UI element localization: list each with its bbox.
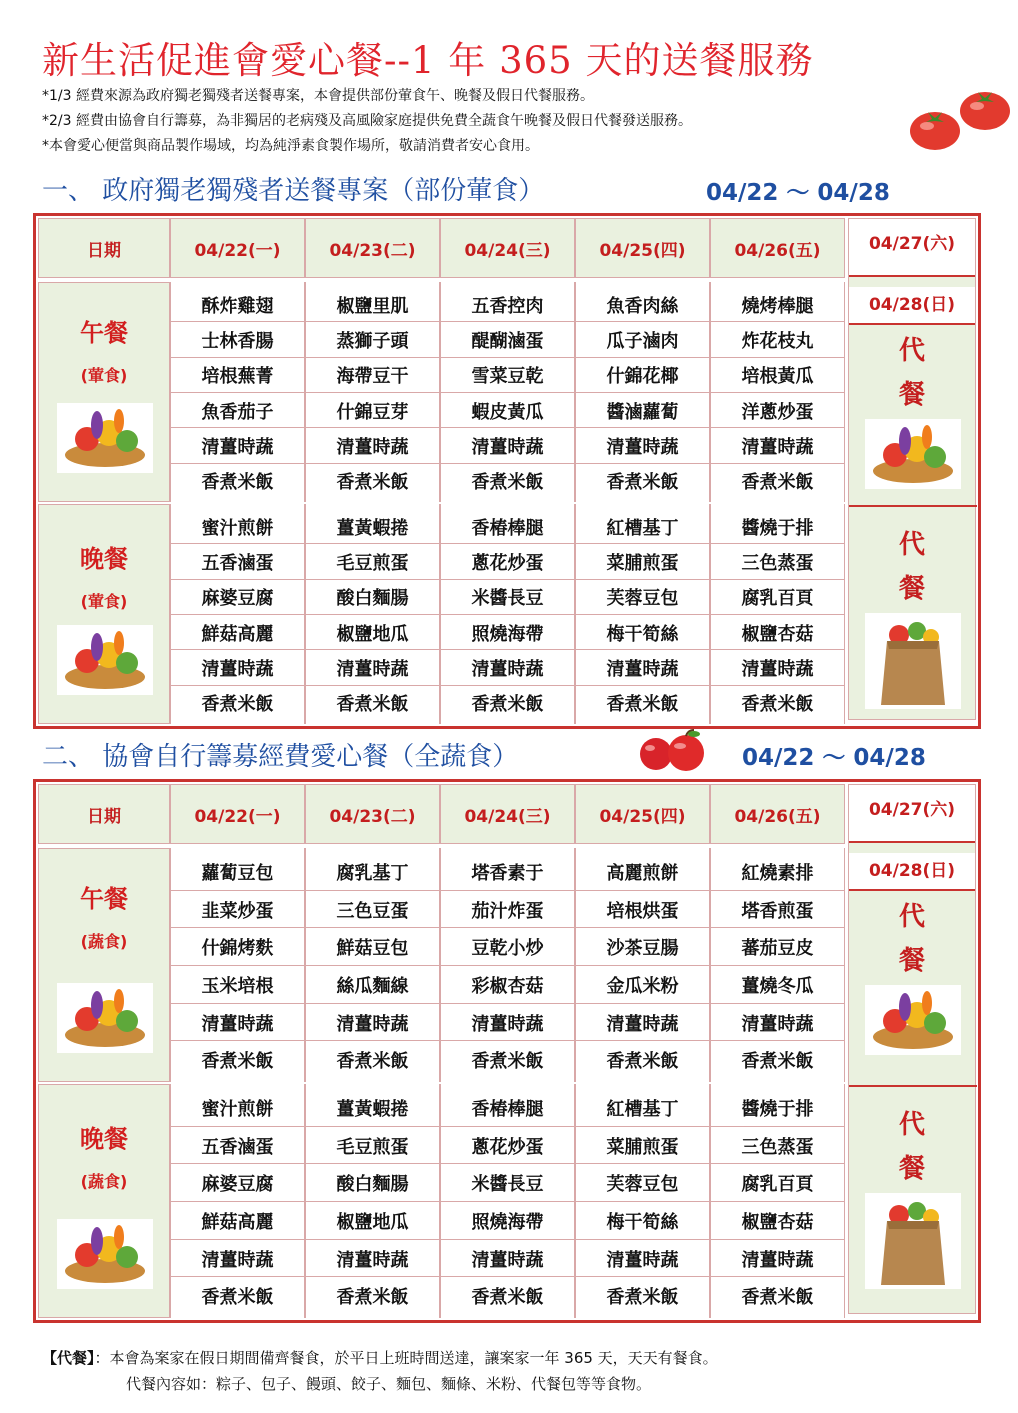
- substitute-label-char: 代: [898, 902, 925, 932]
- menu-dish: 清薑時蔬: [201, 659, 274, 680]
- menu-dish: 香煮米飯: [606, 1287, 679, 1309]
- row-divider: [170, 357, 845, 358]
- menu-dish: 毛豆煎蛋: [336, 553, 409, 574]
- row-divider: [170, 1163, 845, 1164]
- dinner-label-cell: [38, 504, 170, 724]
- menu-dish: 清薑時蔬: [741, 1249, 814, 1271]
- menu-dish: 薑黃蝦捲: [336, 517, 409, 539]
- row-divider: [170, 392, 845, 393]
- menu-dish: 腐乳基丁: [336, 862, 409, 884]
- row-divider: [170, 614, 845, 615]
- menu-dish: 醍醐滷蛋: [471, 331, 544, 352]
- weekend-sun-header: 04/28(日): [849, 287, 975, 325]
- page-title: 新生活促進會愛心餐--1 年 365 天的送餐服務: [42, 39, 814, 82]
- menu-dish: 韭菜炒蛋: [201, 900, 274, 922]
- menu-dish: 金瓜米粉: [606, 975, 679, 997]
- menu-dish: 腐乳百頁: [741, 588, 814, 610]
- note-line: *本會愛心便當與商品製作場域，均為純淨素食製作場所，敬請消費者安心食用。: [42, 138, 539, 154]
- menu-dish: 香椿棒腿: [471, 517, 544, 539]
- section1-title: 一、 政府獨老獨殘者送餐專案（部份葷食）: [42, 176, 545, 206]
- row-divider: [170, 1126, 845, 1127]
- substitute-label-char: 代: [898, 530, 925, 560]
- menu-dish: 蝦皮黃瓜: [471, 401, 544, 423]
- menu-dish: 清薑時蔬: [471, 1249, 544, 1271]
- weekend-sat-header: 04/27(六): [849, 785, 975, 843]
- menu-dish: 香煮米飯: [741, 1287, 814, 1309]
- weekend-divider: [849, 1085, 977, 1087]
- menu-dish: 梅干筍絲: [606, 623, 679, 645]
- section2-heading: [42, 736, 518, 773]
- menu-dish: 五香控肉: [471, 295, 544, 317]
- menu-dish: 香煮米飯: [606, 1051, 679, 1073]
- menu-dish: 三色豆蛋: [336, 900, 409, 922]
- lunch-sub-label: (葷食): [80, 366, 128, 385]
- menu-dish: 香煮米飯: [336, 1051, 409, 1073]
- row-divider: [170, 1276, 845, 1277]
- menu-dish: 沙茶豆腸: [606, 938, 679, 960]
- menu-dish: 蔥花炒蛋: [471, 1136, 544, 1158]
- substitute-label-char: 餐: [898, 574, 925, 604]
- menu-dish: 椒鹽地瓜: [336, 1211, 409, 1233]
- weekend-divider: [849, 505, 977, 507]
- menu-dish: 清薑時蔬: [471, 659, 544, 680]
- menu-dish: 燒烤棒腿: [741, 295, 814, 317]
- day-header: 04/25(四): [575, 784, 710, 844]
- menu-dish: 清薑時蔬: [336, 1249, 409, 1271]
- dinner-label: 晚餐: [80, 1125, 128, 1153]
- menu-dish: 魚香肉絲: [606, 295, 679, 317]
- menu-dish: 清薑時蔬: [201, 1013, 274, 1035]
- footer-note: [42, 1345, 718, 1397]
- menu-dish: 清薑時蔬: [606, 1013, 679, 1035]
- menu-dish: 蜜汁煎餅: [201, 517, 274, 539]
- menu-dish: 香椿棒腿: [471, 1098, 544, 1120]
- section2-dates: 04/22 ～ 04/28: [742, 745, 926, 771]
- menu-dish: 米醬長豆: [471, 1174, 544, 1196]
- notes: [42, 84, 692, 159]
- menu-dish: 蕃茄豆皮: [741, 938, 814, 960]
- menu-dish: 毛豆煎蛋: [336, 1136, 409, 1158]
- menu-dish: 士林香腸: [201, 331, 274, 352]
- menu-dish: 香煮米飯: [201, 694, 274, 716]
- day-header: 04/22(一): [170, 218, 305, 278]
- menu-dish: 梅干筍絲: [606, 1211, 679, 1233]
- grocery-bag-image: [865, 613, 961, 709]
- menu-dish: 清薑時蔬: [336, 1013, 409, 1035]
- menu-dish: 五香滷蛋: [201, 1136, 274, 1158]
- footer-label: 【代餐】: [42, 1349, 95, 1367]
- menu-dish: 清薑時蔬: [741, 659, 814, 680]
- menu-dish: 雪菜豆乾: [471, 366, 544, 388]
- dinner-sub-label: (蔬食): [80, 1172, 128, 1191]
- menu-dish: 菜脯煎蛋: [606, 553, 679, 574]
- menu-dish: 酸白麵腸: [336, 588, 409, 610]
- menu-dish: 三色蒸蛋: [741, 553, 814, 574]
- menu-dish: 香煮米飯: [471, 694, 544, 716]
- menu-dish: 醬燒于排: [741, 1098, 814, 1120]
- menu-dish: 芙蓉豆包: [606, 1174, 679, 1196]
- menu-dish: 清薑時蔬: [471, 1013, 544, 1035]
- menu-dish: 紅燒素排: [741, 862, 814, 884]
- section1-heading: [42, 170, 544, 207]
- row-divider: [170, 965, 845, 966]
- menu-dish: 椒鹽杏菇: [741, 1211, 814, 1233]
- menu-dish: 香煮米飯: [741, 694, 814, 716]
- basket-vegetables-image: [865, 985, 961, 1055]
- menu-dish: 清薑時蔬: [741, 437, 814, 458]
- row-divider: [170, 321, 845, 322]
- menu-dish: 芙蓉豆包: [606, 588, 679, 610]
- menu-dish: 香煮米飯: [336, 472, 409, 494]
- substitute-label-char: 代: [898, 1110, 925, 1140]
- menu-dish: 香煮米飯: [471, 472, 544, 494]
- menu-dish: 鮮菇高麗: [201, 1211, 274, 1233]
- menu-dish: 鮮菇高麗: [201, 623, 274, 645]
- menu-dish: 什錦烤麩: [201, 938, 274, 960]
- substitute-label-char: 餐: [898, 380, 925, 410]
- menu-dish: 椒鹽杏菇: [741, 623, 814, 645]
- menu-dish: 椒鹽里肌: [336, 295, 409, 317]
- menu-dish: 酥炸雞翅: [201, 295, 274, 317]
- day-header: 04/23(二): [305, 784, 440, 844]
- weekend-sat-header: 04/27(六): [849, 219, 975, 277]
- menu-dish: 清薑時蔬: [606, 437, 679, 458]
- tomato-icon: [958, 84, 1012, 132]
- menu-dish: 米醬長豆: [471, 588, 544, 610]
- day-header: 04/26(五): [710, 218, 845, 278]
- lunch-label: 午餐: [80, 885, 128, 913]
- menu-dish: 清薑時蔬: [741, 1013, 814, 1035]
- menu-dish: 什錦花椰: [606, 366, 679, 388]
- substitute-label-char: 餐: [898, 946, 925, 976]
- menu-dish: 菜脯煎蛋: [606, 1136, 679, 1158]
- row-divider: [170, 1040, 845, 1041]
- menu-dish: 紅槽基丁: [606, 1098, 679, 1120]
- lunch-vegetables-image: [57, 403, 153, 473]
- dinner-vegetables-image: [57, 625, 153, 695]
- menu-dish: 腐乳百頁: [741, 1174, 814, 1196]
- menu-dish: 香煮米飯: [471, 1051, 544, 1073]
- substitute-label-char: 代: [898, 336, 925, 366]
- note-line: *1/3 經費來源為政府獨老獨殘者送餐專案，本會提供部份葷食午、晚餐及假日代餐服務。: [42, 88, 594, 104]
- substitute-label-char: 餐: [898, 1154, 925, 1184]
- menu-dish: 酸白麵腸: [336, 1174, 409, 1196]
- menu-dish: 高麗煎餅: [606, 862, 679, 884]
- menu-dish: 椒鹽地瓜: [336, 623, 409, 645]
- menu-dish: 麻婆豆腐: [201, 588, 274, 610]
- menu-dish: 培根烘蛋: [606, 900, 679, 922]
- menu-dish: 香煮米飯: [201, 1287, 274, 1309]
- menu-dish: 鮮菇豆包: [336, 938, 409, 960]
- menu-dish: 五香滷蛋: [201, 553, 274, 574]
- row-divider: [170, 579, 845, 580]
- menu-dish: 清薑時蔬: [201, 437, 274, 458]
- menu-dish: 清薑時蔬: [606, 1249, 679, 1271]
- menu-dish: 香煮米飯: [606, 694, 679, 716]
- menu-dish: 醬燒于排: [741, 517, 814, 539]
- row-divider: [170, 1003, 845, 1004]
- menu-dish: 清薑時蔬: [336, 659, 409, 680]
- menu-dish: 豆乾小炒: [471, 938, 544, 960]
- apple-icon: [636, 728, 710, 772]
- menu-dish: 蒸獅子頭: [336, 331, 409, 352]
- footer-line2: 代餐內容如：粽子、包子、饅頭、餃子、麵包、麵條、米粉、代餐包等等食物。: [126, 1375, 652, 1393]
- section1-menu-table: [33, 213, 981, 729]
- menu-dish: 絲瓜麵線: [336, 975, 409, 997]
- note-line: *2/3 經費由協會自行籌募，為非獨居的老病殘及高風險家庭提供免費全蔬食午晚餐及假日代餐發送服務。: [42, 113, 692, 129]
- menu-dish: 魚香茄子: [201, 401, 274, 423]
- menu-dish: 茄汁炸蛋: [471, 900, 544, 922]
- menu-dish: 玉米培根: [201, 975, 274, 997]
- menu-dish: 培根黃瓜: [741, 366, 814, 388]
- weekend-column: [848, 784, 976, 1314]
- menu-dish: 香煮米飯: [336, 1287, 409, 1309]
- menu-dish: 炸花枝丸: [741, 331, 814, 352]
- weekend-column: [848, 218, 976, 720]
- menu-dish: 三色蒸蛋: [741, 1136, 814, 1158]
- row-divider: [170, 543, 845, 544]
- menu-dish: 薑燒冬瓜: [741, 975, 814, 997]
- dinner-label: 晚餐: [80, 545, 128, 573]
- menu-dish: 麻婆豆腐: [201, 1174, 274, 1196]
- footer-line1: ：本會為案家在假日期間備齊餐食，於平日上班時間送達，讓案家一年 365 天，天天有餐食。: [94, 1349, 718, 1367]
- section2-menu-table: [33, 779, 981, 1323]
- row-divider: [170, 463, 845, 464]
- menu-dish: 蘿蔔豆包: [201, 862, 274, 884]
- menu-dish: 洋蔥炒蛋: [741, 401, 814, 423]
- menu-dish: 照燒海帶: [471, 623, 544, 645]
- grocery-bag-image: [865, 1193, 961, 1289]
- menu-dish: 清薑時蔬: [336, 437, 409, 458]
- menu-dish: 清薑時蔬: [471, 437, 544, 458]
- day-header: 04/26(五): [710, 784, 845, 844]
- row-divider: [170, 649, 845, 650]
- lunch-label-cell: [38, 282, 170, 502]
- day-header: 04/23(二): [305, 218, 440, 278]
- menu-dish: 香煮米飯: [741, 1051, 814, 1073]
- row-divider: [170, 927, 845, 928]
- menu-dish: 薑黃蝦捲: [336, 1098, 409, 1120]
- menu-dish: 培根蕪菁: [201, 366, 274, 388]
- lunch-vegetables-image: [57, 983, 153, 1053]
- row-divider: [170, 427, 845, 428]
- menu-dish: 清薑時蔬: [201, 1249, 274, 1271]
- day-header: 04/24(三): [440, 784, 575, 844]
- basket-vegetables-image: [865, 419, 961, 489]
- menu-dish: 彩椒杏菇: [471, 975, 544, 997]
- lunch-label: 午餐: [80, 319, 128, 347]
- row-divider: [170, 1239, 845, 1240]
- lunch-label-cell: [38, 848, 170, 1082]
- day-header: 04/22(一): [170, 784, 305, 844]
- menu-dish: 海帶豆干: [336, 366, 409, 388]
- day-header: 04/25(四): [575, 218, 710, 278]
- lunch-sub-label: (蔬食): [80, 932, 128, 951]
- menu-dish: 香煮米飯: [606, 472, 679, 494]
- menu-dish: 香煮米飯: [741, 472, 814, 494]
- section2-title: 二、 協會自行籌募經費愛心餐（全蔬食）: [42, 742, 519, 772]
- menu-dish: 蜜汁煎餅: [201, 1098, 274, 1120]
- date-header: 日期: [38, 784, 170, 844]
- menu-dish: 香煮米飯: [201, 1051, 274, 1073]
- day-header: 04/24(三): [440, 218, 575, 278]
- tomato-icon: [908, 104, 962, 152]
- menu-dish: 塔香素于: [471, 862, 544, 884]
- menu-dish: 什錦豆芽: [336, 401, 409, 423]
- menu-dish: 照燒海帶: [471, 1211, 544, 1233]
- menu-dish: 香煮米飯: [201, 472, 274, 494]
- menu-dish: 瓜子滷肉: [606, 331, 679, 352]
- row-divider: [170, 1201, 845, 1202]
- row-divider: [170, 685, 845, 686]
- menu-dish: 蔥花炒蛋: [471, 553, 544, 574]
- menu-dish: 香煮米飯: [471, 1287, 544, 1309]
- weekend-sun-header: 04/28(日): [849, 853, 975, 891]
- section1-dates: 04/22 ～ 04/28: [706, 180, 890, 206]
- menu-dish: 香煮米飯: [336, 694, 409, 716]
- dinner-label-cell: [38, 1084, 170, 1318]
- dinner-sub-label: (葷食): [80, 592, 128, 611]
- row-divider: [170, 890, 845, 891]
- menu-dish: 清薑時蔬: [606, 659, 679, 680]
- menu-dish: 塔香煎蛋: [741, 900, 814, 922]
- menu-dish: 紅槽基丁: [606, 517, 679, 539]
- menu-dish: 醬滷蘿蔔: [606, 401, 679, 423]
- dinner-vegetables-image: [57, 1219, 153, 1289]
- date-header: 日期: [38, 218, 170, 278]
